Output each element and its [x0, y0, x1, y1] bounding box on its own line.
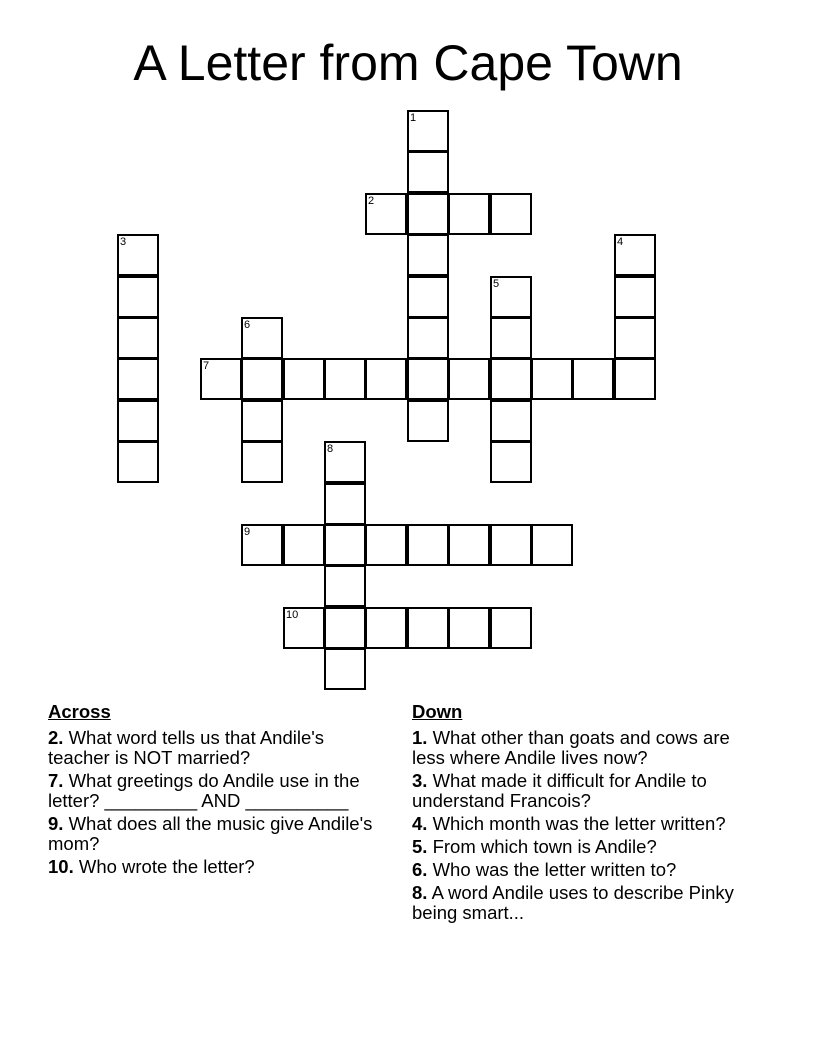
- grid-cell[interactable]: [407, 607, 449, 649]
- cell-number: 7: [203, 360, 210, 372]
- grid-cell[interactable]: [241, 441, 283, 483]
- grid-cell[interactable]: [117, 400, 159, 442]
- clue-down-5: [412, 837, 752, 857]
- grid-cell[interactable]: [117, 441, 159, 483]
- clue-across-7: [48, 771, 378, 811]
- clue-number: 4.: [412, 813, 428, 834]
- grid-cell[interactable]: [241, 358, 283, 400]
- cell-number: 9: [244, 526, 251, 538]
- page-title: A Letter from Cape Town: [133, 35, 683, 91]
- clue-text: What word tells us that Andile's teacher is NOT married?: [48, 727, 325, 768]
- clue-down-6: [412, 860, 752, 880]
- grid-cell[interactable]: [365, 358, 407, 400]
- grid-cell[interactable]: [324, 648, 366, 690]
- grid-cell[interactable]: [407, 110, 449, 152]
- grid-cell[interactable]: [531, 358, 573, 400]
- grid-cell[interactable]: [407, 234, 449, 276]
- clue-down-1: [412, 728, 752, 768]
- grid-cell[interactable]: [448, 193, 490, 235]
- grid-cell[interactable]: [283, 607, 325, 649]
- grid-cell[interactable]: [324, 607, 366, 649]
- grid-cell[interactable]: [324, 483, 366, 525]
- grid-cell[interactable]: [490, 400, 532, 442]
- clue-number: 8.: [412, 882, 428, 903]
- clue-text: Which month was the letter written?: [432, 813, 726, 834]
- clue-number: 3.: [412, 770, 428, 791]
- cell-number: 5: [493, 278, 500, 290]
- grid-cell[interactable]: [241, 524, 283, 566]
- clue-across-10: [48, 857, 378, 877]
- cell-number: 4: [617, 236, 624, 248]
- grid-cell[interactable]: [407, 524, 449, 566]
- clue-across-2: [48, 728, 378, 768]
- grid-cell[interactable]: [117, 317, 159, 359]
- clue-number: 7.: [48, 770, 64, 791]
- grid-cell[interactable]: [365, 193, 407, 235]
- cell-number: 10: [286, 609, 299, 621]
- grid-cell[interactable]: [490, 193, 532, 235]
- grid-cell[interactable]: [241, 400, 283, 442]
- cell-number: 8: [327, 443, 334, 455]
- clue-text: A word Andile uses to describe Pinky being smart...: [412, 882, 734, 923]
- grid-cell[interactable]: [490, 524, 532, 566]
- clue-down-3: [412, 771, 752, 811]
- grid-cell[interactable]: [490, 276, 532, 318]
- clue-number: 10.: [48, 856, 74, 877]
- grid-cell[interactable]: [324, 358, 366, 400]
- clue-text: What other than goats and cows are less where Andile lives now?: [412, 727, 730, 768]
- clue-text: What made it difficult for Andile to understand Francois?: [412, 770, 707, 811]
- clue-text: Who wrote the letter?: [78, 856, 255, 877]
- grid-cell[interactable]: [283, 524, 325, 566]
- grid-cell[interactable]: [117, 358, 159, 400]
- grid-cell[interactable]: [407, 358, 449, 400]
- grid-cell[interactable]: [117, 276, 159, 318]
- grid-cell[interactable]: [407, 193, 449, 235]
- grid-cell[interactable]: [117, 234, 159, 276]
- clue-text: What greetings do Andile use in the letter? _________ AND __________: [48, 770, 360, 811]
- grid-cell[interactable]: [407, 151, 449, 193]
- clue-down-4: [412, 814, 752, 834]
- grid-cell[interactable]: [614, 234, 656, 276]
- grid-cell[interactable]: [614, 358, 656, 400]
- grid-cell[interactable]: [531, 524, 573, 566]
- clue-text: Who was the letter written to?: [432, 859, 677, 880]
- clue-across-9: [48, 814, 378, 854]
- across-clues: [48, 702, 378, 880]
- clue-down-8: [412, 883, 752, 923]
- clue-number: 5.: [412, 836, 428, 857]
- grid-cell[interactable]: [614, 276, 656, 318]
- grid-cell[interactable]: [572, 358, 614, 400]
- grid-cell[interactable]: [407, 400, 449, 442]
- grid-cell[interactable]: [324, 565, 366, 607]
- clue-number: 1.: [412, 727, 428, 748]
- grid-cell[interactable]: [365, 524, 407, 566]
- grid-cell[interactable]: [448, 358, 490, 400]
- cell-number: 2: [368, 195, 375, 207]
- down-clues: [412, 702, 752, 926]
- grid-cell[interactable]: [283, 358, 325, 400]
- grid-cell[interactable]: [324, 441, 366, 483]
- clue-number: 2.: [48, 727, 64, 748]
- grid-cell[interactable]: [241, 317, 283, 359]
- clue-number: 6.: [412, 859, 428, 880]
- across-heading: Across: [48, 701, 111, 722]
- grid-cell[interactable]: [490, 607, 532, 649]
- grid-cell[interactable]: [490, 358, 532, 400]
- clue-number: 9.: [48, 813, 64, 834]
- clue-text: What does all the music give Andile's mom?: [48, 813, 373, 854]
- grid-cell[interactable]: [448, 607, 490, 649]
- down-heading: Down: [412, 701, 463, 722]
- cell-number: 6: [244, 319, 251, 331]
- grid-cell[interactable]: [200, 358, 242, 400]
- grid-cell[interactable]: [614, 317, 656, 359]
- grid-cell[interactable]: [407, 276, 449, 318]
- grid-cell[interactable]: [407, 317, 449, 359]
- grid-cell[interactable]: [365, 607, 407, 649]
- cell-number: 1: [410, 112, 417, 124]
- grid-cell[interactable]: [490, 317, 532, 359]
- clue-text: From which town is Andile?: [432, 836, 657, 857]
- grid-cell[interactable]: [448, 524, 490, 566]
- cell-number: 3: [120, 236, 127, 248]
- grid-cell[interactable]: [324, 524, 366, 566]
- grid-cell[interactable]: [490, 441, 532, 483]
